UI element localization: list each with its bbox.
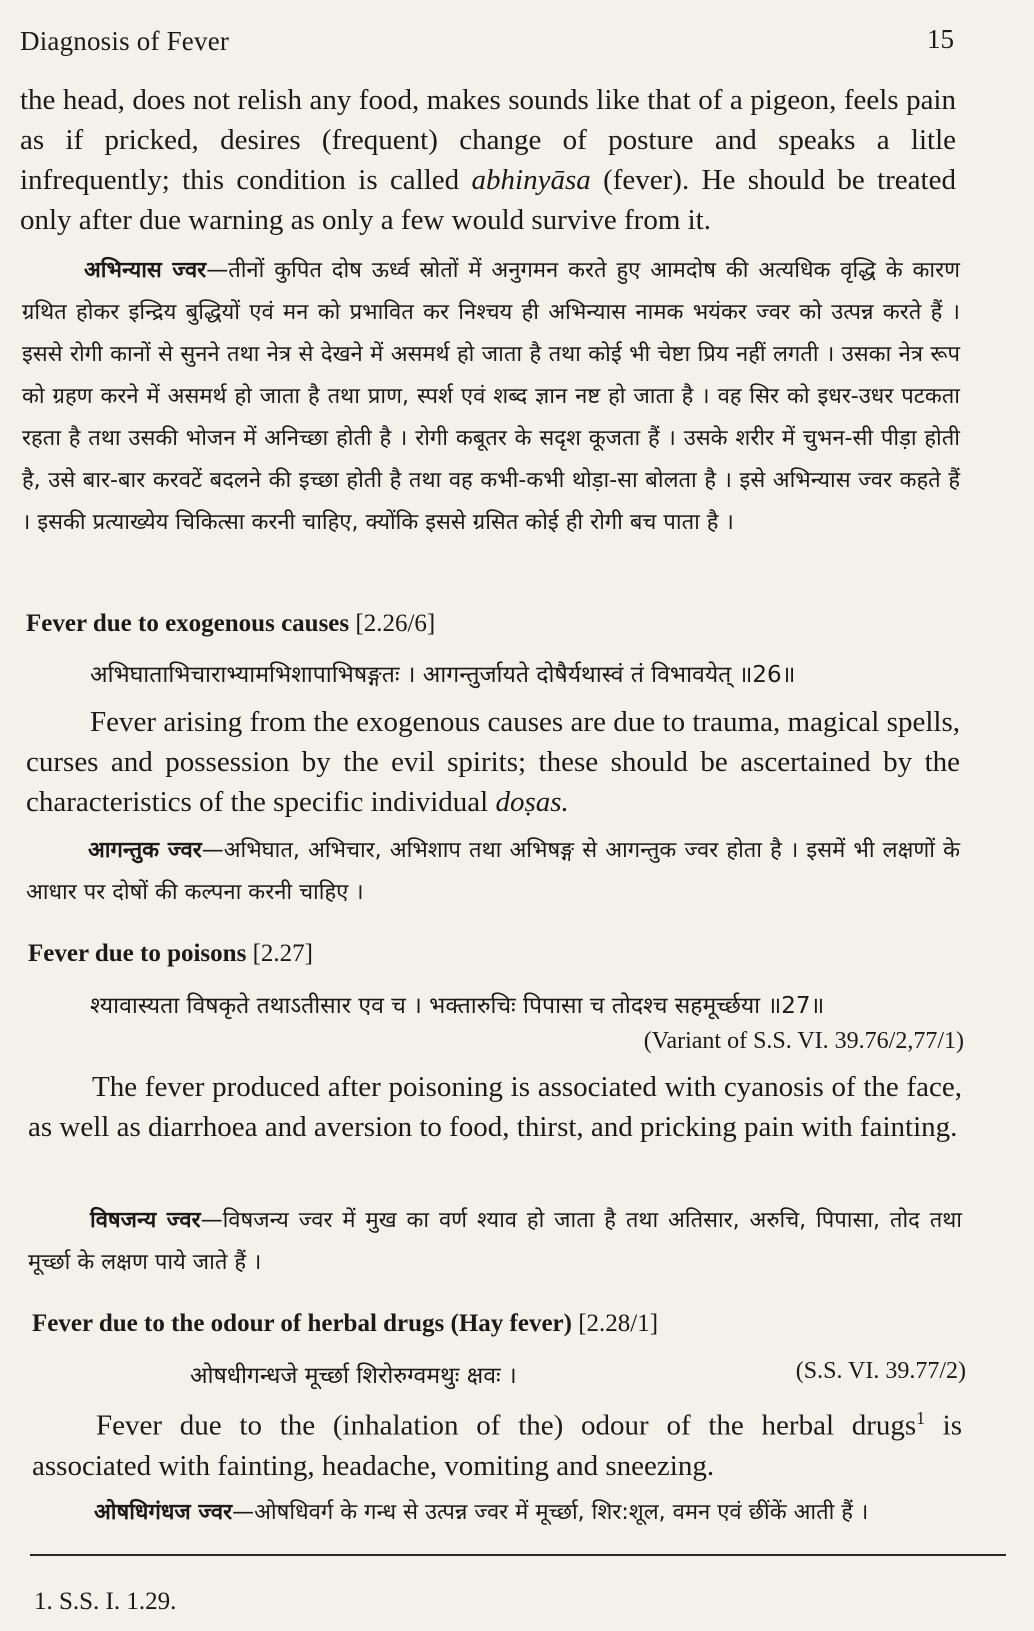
section-heading-hay-fever: Fever due to the odour of herbal drugs (Hay fever) [2.28/1] (32, 1310, 659, 1337)
section-heading-poisons: Fever due to poisons [2.27] (28, 940, 313, 967)
hindi-commentary-abhinyasa: अभिन्यास ज्वर—तीनों कुपित दोष ऊर्ध्व स्रोतों में अनुगमन करते हुए आमदोष की अत्यधिक वृद्धि के कारण ग्रथित होकर इन्द्रिय बुद्धियों एवं मन को प्रभावित कर निश्चय ही अभिन्यास नामक भयंकर ज्वर को उत्पन्न करते हैं । इससे रोगी कानों से सुनने तथा नेत्र से देखने में असमर्थ हो जाता है तथा कोई भी चेष्टा प्रिय नहीं लगती । उसका नेत्र रूप को ग्रहण करने में असमर्थ हो जाता है तथा प्राण, स्पर्श एवं शब्द ज्ञान नष्ट हो जाता है । वह सिर को इधर-उधर पटकता रहता है तथा उसकी भोजन में अनिच्छा होती है । रोगी कबूतर के सदृश कूजता हैं । उसके शरीर में चुभन-सी पीड़ा होती है, उसे बार-बार करवटें बदलने की इच्छा होती है तथा वह कभी-कभी थोड़ा-सा बोलता है । इसे अभिन्यास ज्वर कहते हैं । इसकी प्रत्याख्येय चिकित्सा करनी चाहिए, क्योंकि इससे ग्रसित कोई ही रोगी बच पाता है । (22, 258, 961, 535)
page-number: 15 (927, 24, 954, 54)
hindi-commentary-poisons: विषजन्य ज्वर—विषजन्य ज्वर में मुख का वर्ण श्याव हो जाता है तथा अतिसार, अरुचि, पिपासा, तोद तथा मूर्च्छा के लक्षण पाये जाते हैं । (28, 1208, 962, 1275)
footnote-marker: 1 (916, 1408, 925, 1428)
paragraph-abhinyasa: the head, does not relish any food, makes sounds like that of a pigeon, feels pain as if pricked, desires (frequent) change of posture and speaks a litle infrequently; this condition is called abhinyāsa (fever). He should be treated only after due warning as only a few would survive from it. (20, 84, 956, 236)
section-heading-exogenous: Fever due to exogenous causes [2.26/6] (26, 610, 436, 637)
term-dosas: doṣas. (495, 786, 569, 818)
verse-27: श्यावास्यता विषकृते तथाऽतीसार एव च । भक्तारुचिः पिपासा च तोदश्च सहमूर्च्छया ॥27॥ (90, 993, 825, 1019)
paragraph-hay-fever: Fever due to the (inhalation of the) odour of the herbal drugs$^1$ is associated with fainting, headache, vomiting and sneezing. (32, 1408, 963, 1482)
verse-28: ओषधीगन्धजे मूर्च्छा शिरोरुग्वमथुः क्षवः । (190, 1363, 517, 1389)
hindi-commentary-exogenous: आगन्तुक ज्वर—अभिघात, अभिचार, अभिशाप तथा अभिषङ्ग से आगन्तुक ज्वर होता है । इसमें भी लक्षणों के आधार पर दोषों की कल्पना करनी चाहिए । (26, 838, 960, 905)
running-head: Diagnosis of Fever (20, 26, 230, 56)
paragraph-exogenous: Fever arising from the exogenous causes are due to trauma, magical spells, curses and possession by the evil spirits; these should be ascertained by the characteristics of the specific individual doṣas. (26, 706, 960, 818)
hindi-commentary-hay-fever: ओषधिगंधज ज्वर—ओषधिवर्ग के गन्ध से उत्पन्न ज्वर में मूर्च्छा, शिर:शूल, वमन एवं छींकें आती हैं । (94, 1500, 869, 1525)
page-header (20, 20, 954, 60)
paragraph-poisons: The fever produced after poisoning is associated with cyanosis of the face, as well as diarrhoea and aversion to food, thirst, and pricking pain with fainting. (28, 1071, 962, 1143)
verse-26: अभिघाताभिचाराभ्यामभिशापाभिषङ्गतः । आगन्तुर्जायते दोषैर्यथास्वं तं विभावयेत् ॥26॥ (90, 662, 796, 688)
footnote: 1. S.S. I. 1.29. (34, 1588, 177, 1615)
variant-reference: (Variant of S.S. VI. 39.76/2,77/1) (643, 1028, 964, 1054)
verse-28-reference: (S.S. VI. 39.77/2) (795, 1358, 966, 1384)
footnote-rule (30, 1554, 1006, 1556)
term-abhinyasa: abhinyāsa (471, 164, 591, 196)
